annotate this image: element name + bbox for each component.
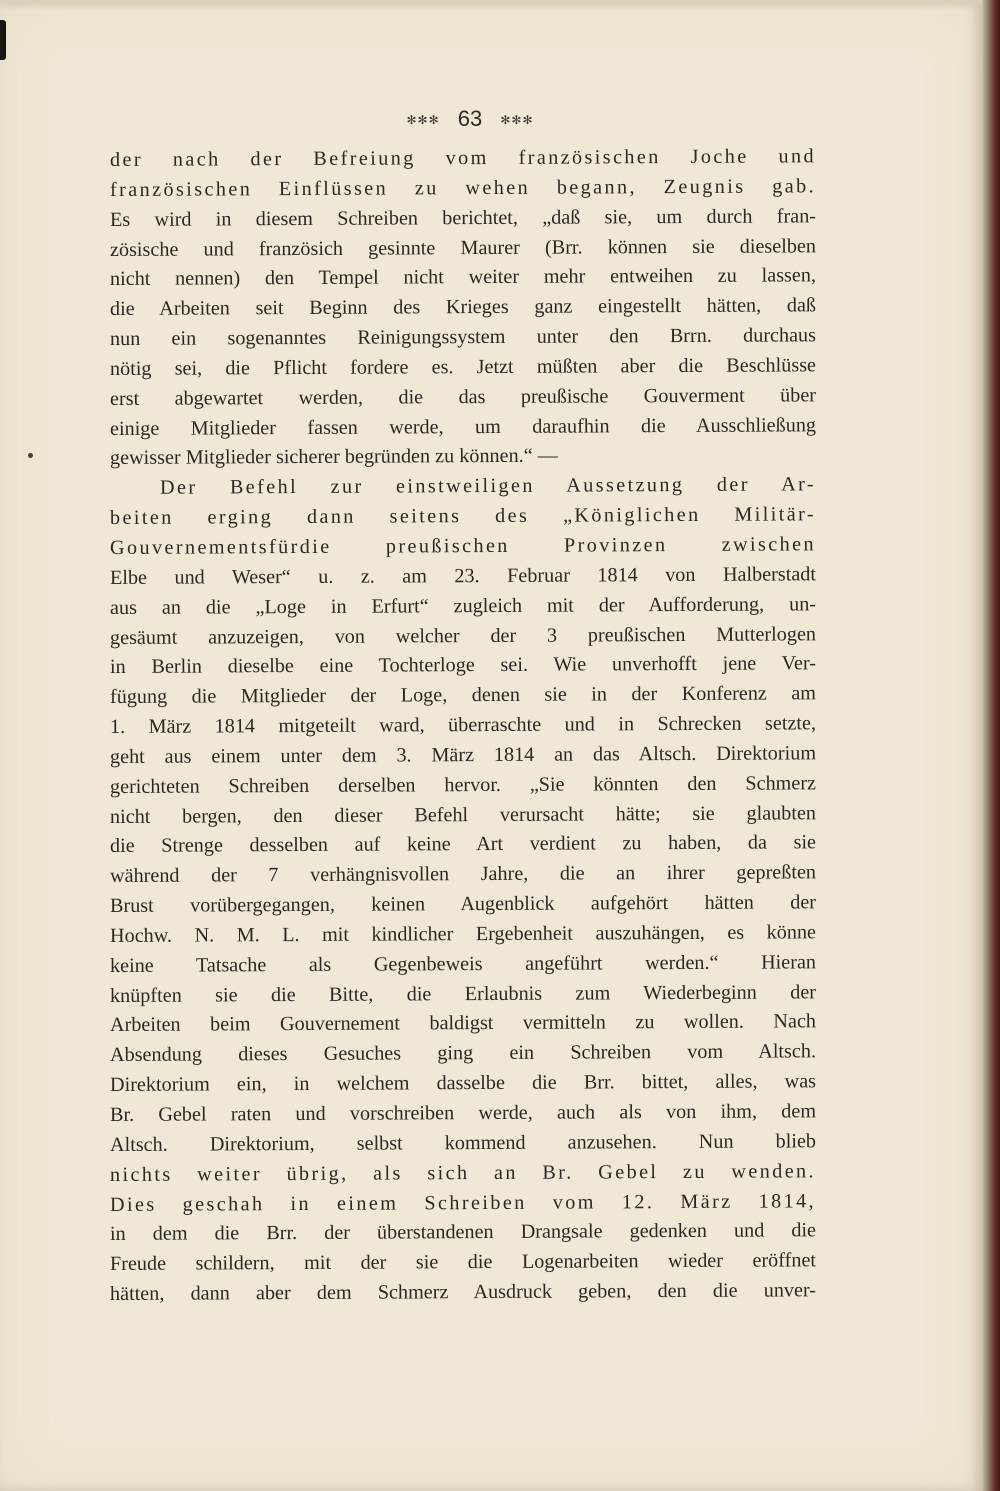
text-line: Es wird in diesem Schreiben berichtet, „daß sie, um durch fran- bbox=[109, 204, 817, 231]
text-line: fügung die Mitglieder der Loge, denen sie in der Konferenz am bbox=[109, 682, 817, 709]
text-line: Arbeiten beim Gouvernement baldigst vermitteln zu wollen. Nach bbox=[109, 1010, 817, 1037]
binding-mark bbox=[0, 20, 6, 60]
text-line: beiten erging dann seitens des „Königlichen Militär- bbox=[109, 503, 817, 530]
text-line: nun ein sogenanntes Reinigungssystem unter den Brrn. durchaus bbox=[109, 324, 817, 351]
text-line: Elbe und Weser“ u. z. am 23. Februar 1814 von Halberstadt bbox=[109, 563, 817, 589]
text-line: nicht bergen, den dieser Befehl verursacht hätte; sie glaubten bbox=[109, 801, 817, 828]
text-line: gesäumt anzuzeigen, von welcher der 3 preußischen Mutterlogen bbox=[109, 622, 817, 649]
text-line: in Berlin dieselbe eine Tochterloge sei. Wie unverhofft jene Ver- bbox=[109, 652, 817, 679]
text-line: nichts weiter übrig, als sich an Br. Gebel zu wenden. bbox=[109, 1159, 817, 1186]
text-line: französischen Einflüssen zu wehen begann, Zeugnis gab. bbox=[109, 175, 817, 201]
header-ornament-right: ✻✻✻ bbox=[500, 113, 534, 128]
margin-dot bbox=[28, 453, 33, 458]
page-header bbox=[0, 106, 940, 132]
text-line: Freude schildern, mit der sie die Logenarbeiten wieder eröffnet bbox=[109, 1249, 817, 1276]
text-line: einige Mitglieder fassen werde, um daraufhin die Ausschließung bbox=[109, 413, 817, 440]
text-line: knüpften sie die Bitte, die Erlaubnis zum Wiederbeginn der bbox=[109, 980, 817, 1007]
page-edge-stack bbox=[982, 0, 1000, 1491]
text-line: die Arbeiten seit Beginn des Krieges ganz eingestellt hätten, daß bbox=[109, 294, 817, 321]
text-line: in dem die Brr. der überstandenen Drangsale gedenken und die bbox=[109, 1219, 817, 1246]
text-line: keine Tatsache als Gegenbeweis angeführt werden.“ Hieran bbox=[109, 951, 817, 977]
text-line: Hochw. N. M. L. mit kindlicher Ergebenheit auszuhängen, es könne bbox=[109, 921, 817, 947]
text-line: die Strenge desselben auf keine Art verdient zu haben, da sie bbox=[109, 831, 817, 858]
text-line: Gouvernementsfürdie preußischen Provinzen zwischen bbox=[109, 533, 817, 559]
text-line: Brust vorübergegangen, keinen Augenblick aufgehört hätten der bbox=[109, 891, 817, 918]
text-line: gerichteten Schreiben derselben hervor. „Sie könnten den Schmerz bbox=[109, 772, 817, 798]
page-top-edge bbox=[0, 0, 982, 10]
page-number: 63 bbox=[457, 106, 483, 131]
text-line: nötig sei, die Pflicht fordere es. Jetzt müßten aber die Beschlüsse bbox=[109, 354, 817, 380]
text-line: hätten, dann aber dem Schmerz Ausdruck geben, den die unver- bbox=[109, 1279, 817, 1306]
text-line: Der Befehl zur einstweiligen Aussetzung der Ar- bbox=[159, 473, 817, 500]
text-line: Altsch. Direktorium, selbst kommend anzusehen. Nun blieb bbox=[109, 1130, 817, 1156]
text-line: geht aus einem unter dem 3. März 1814 an das Altsch. Direktorium bbox=[109, 742, 817, 768]
text-line: gewisser Mitglieder sicherer begründen zu können.“ — bbox=[109, 445, 558, 470]
header-ornament-left: ✻✻✻ bbox=[406, 113, 440, 128]
text-line: erst abgewartet werden, die das preußische Gouverment über bbox=[109, 384, 817, 410]
text-line: 1. März 1814 mitgeteilt ward, überraschte und in Schrecken setzte, bbox=[109, 712, 817, 739]
text-line: Br. Gebel raten und vorschreiben werde, auch als von ihm, dem bbox=[109, 1100, 817, 1126]
text-line: zösische und französich gesinnte Maurer (Brr. können sie dieselben bbox=[109, 234, 817, 261]
text-line: Absendung dieses Gesuches ging ein Schreiben vom Altsch. bbox=[109, 1040, 817, 1067]
body-text bbox=[110, 146, 816, 1310]
text-line: nicht nennen) den Tempel nicht weiter mehr entweihen zu lassen, bbox=[109, 264, 817, 291]
text-line: Dies geschah in einem Schreiben vom 12. März 1814, bbox=[109, 1189, 817, 1216]
text-line: aus an die „Loge in Erfurt“ zugleich mit der Aufforderung, un- bbox=[109, 592, 817, 619]
text-line: Direktorium ein, in welchem dasselbe die Brr. bittet, alles, was bbox=[109, 1070, 817, 1097]
text-line: während der 7 verhängnisvollen Jahre, die an ihrer gepreßten bbox=[109, 861, 817, 888]
text-line: der nach der Befreiung vom französischen Joche und bbox=[109, 145, 817, 171]
